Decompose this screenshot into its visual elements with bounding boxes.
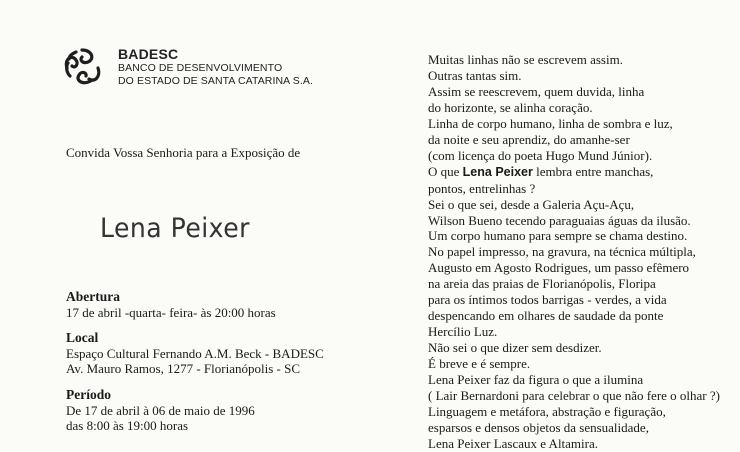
poem-line: Augusto em Agosto Rodrigues, um passo efêmero	[428, 260, 690, 276]
poem-line: Um corpo humano para sempre se chama destino.	[428, 228, 688, 244]
local-line-2: Av. Mauro Ramos, 1277 - Florianópolis - SC	[66, 361, 300, 376]
poem-line: Lena Peixer faz da figura o que a ilumina	[428, 372, 644, 388]
poem-line: despencando em olhares de saudade da ponte	[428, 308, 664, 324]
invitation-text: Convida Vossa Senhoria para a Exposição de	[66, 145, 301, 160]
poem-line: para os íntimos todos barrigas - verdes, a vida	[428, 292, 667, 308]
artist-name-title: Lena Peixer	[100, 213, 250, 244]
org-subtitle-line2: DO ESTADO DE SANTA CATARINA S.A.	[118, 75, 313, 87]
poem-line: No papel impresso, na gravura, na técnica múltipla,	[428, 244, 696, 260]
poem-text	[428, 52, 720, 452]
poem-line: Sei o que sei, desde a Galeria Açu-Açu,	[428, 196, 635, 212]
periodo-heading: Período	[66, 387, 111, 402]
poem-line: na areia das praias de Florianópolis, Floripa	[428, 276, 656, 292]
poem-line: do horizonte, se alinha coração.	[428, 99, 593, 115]
poem-line: esparsos e densos objetos da sensualidade,	[428, 419, 649, 435]
poem-artist-name: Lena Peixer	[462, 164, 533, 179]
poem-line: Não sei o que dizer sem desdizer.	[428, 340, 602, 356]
local-section	[66, 330, 324, 377]
poem-line: pontos, entrelinhas ?	[428, 180, 536, 196]
abertura-section	[66, 289, 276, 320]
organization-header	[118, 46, 313, 88]
poem-line	[428, 164, 720, 181]
org-name: BADESC	[118, 46, 179, 62]
poem-line: Hercílio Luz.	[428, 324, 498, 340]
poem-line-part: O que	[428, 163, 463, 179]
periodo-section	[66, 387, 255, 434]
local-heading: Local	[66, 330, 99, 345]
periodo-line-1: De 17 de abril à 06 de maio de 1996	[66, 402, 255, 418]
poem-line: ( Lair Bernardoni para celebrar o que não fere o olhar ?)	[428, 388, 720, 404]
badesc-spiral-logo-icon	[62, 46, 102, 86]
poem-line: Muitas linhas não se escrevem assim.	[428, 52, 623, 67]
poem-line: Outras tantas sim.	[428, 67, 522, 83]
poem-line: Lena Peixer Lascaux e Altamira.	[428, 435, 599, 451]
periodo-line-2: das 8:00 às 19:00 horas	[66, 418, 189, 433]
poem-line: Assim se reescrevem, quem duvida, linha	[428, 83, 645, 99]
poem-line: É breve e é sempre.	[428, 356, 531, 372]
poem-line: (com licença do poeta Hugo Mund Júnior).	[428, 147, 653, 163]
abertura-heading: Abertura	[66, 289, 120, 304]
poem-line: Linguagem e metáfora, abstração e figuração,	[428, 403, 666, 419]
poem-line: Wilson Bueno tecendo paraguaias águas da ilusão.	[428, 212, 691, 228]
abertura-line: 17 de abril -quarta- feira- às 20:00 horas	[66, 304, 276, 320]
local-line-1: Espaço Cultural Fernando A.M. Beck - BADESC	[66, 345, 324, 361]
poem-line: Linha de corpo humano, linha de sombra e luz,	[428, 115, 673, 131]
org-subtitle-line1: BANCO DE DESENVOLVIMENTO	[118, 62, 283, 74]
poem-line: da noite e seu aprendiz, do amanhe-ser	[428, 131, 630, 147]
poem-line-part: lembra entre manchas,	[532, 163, 654, 179]
